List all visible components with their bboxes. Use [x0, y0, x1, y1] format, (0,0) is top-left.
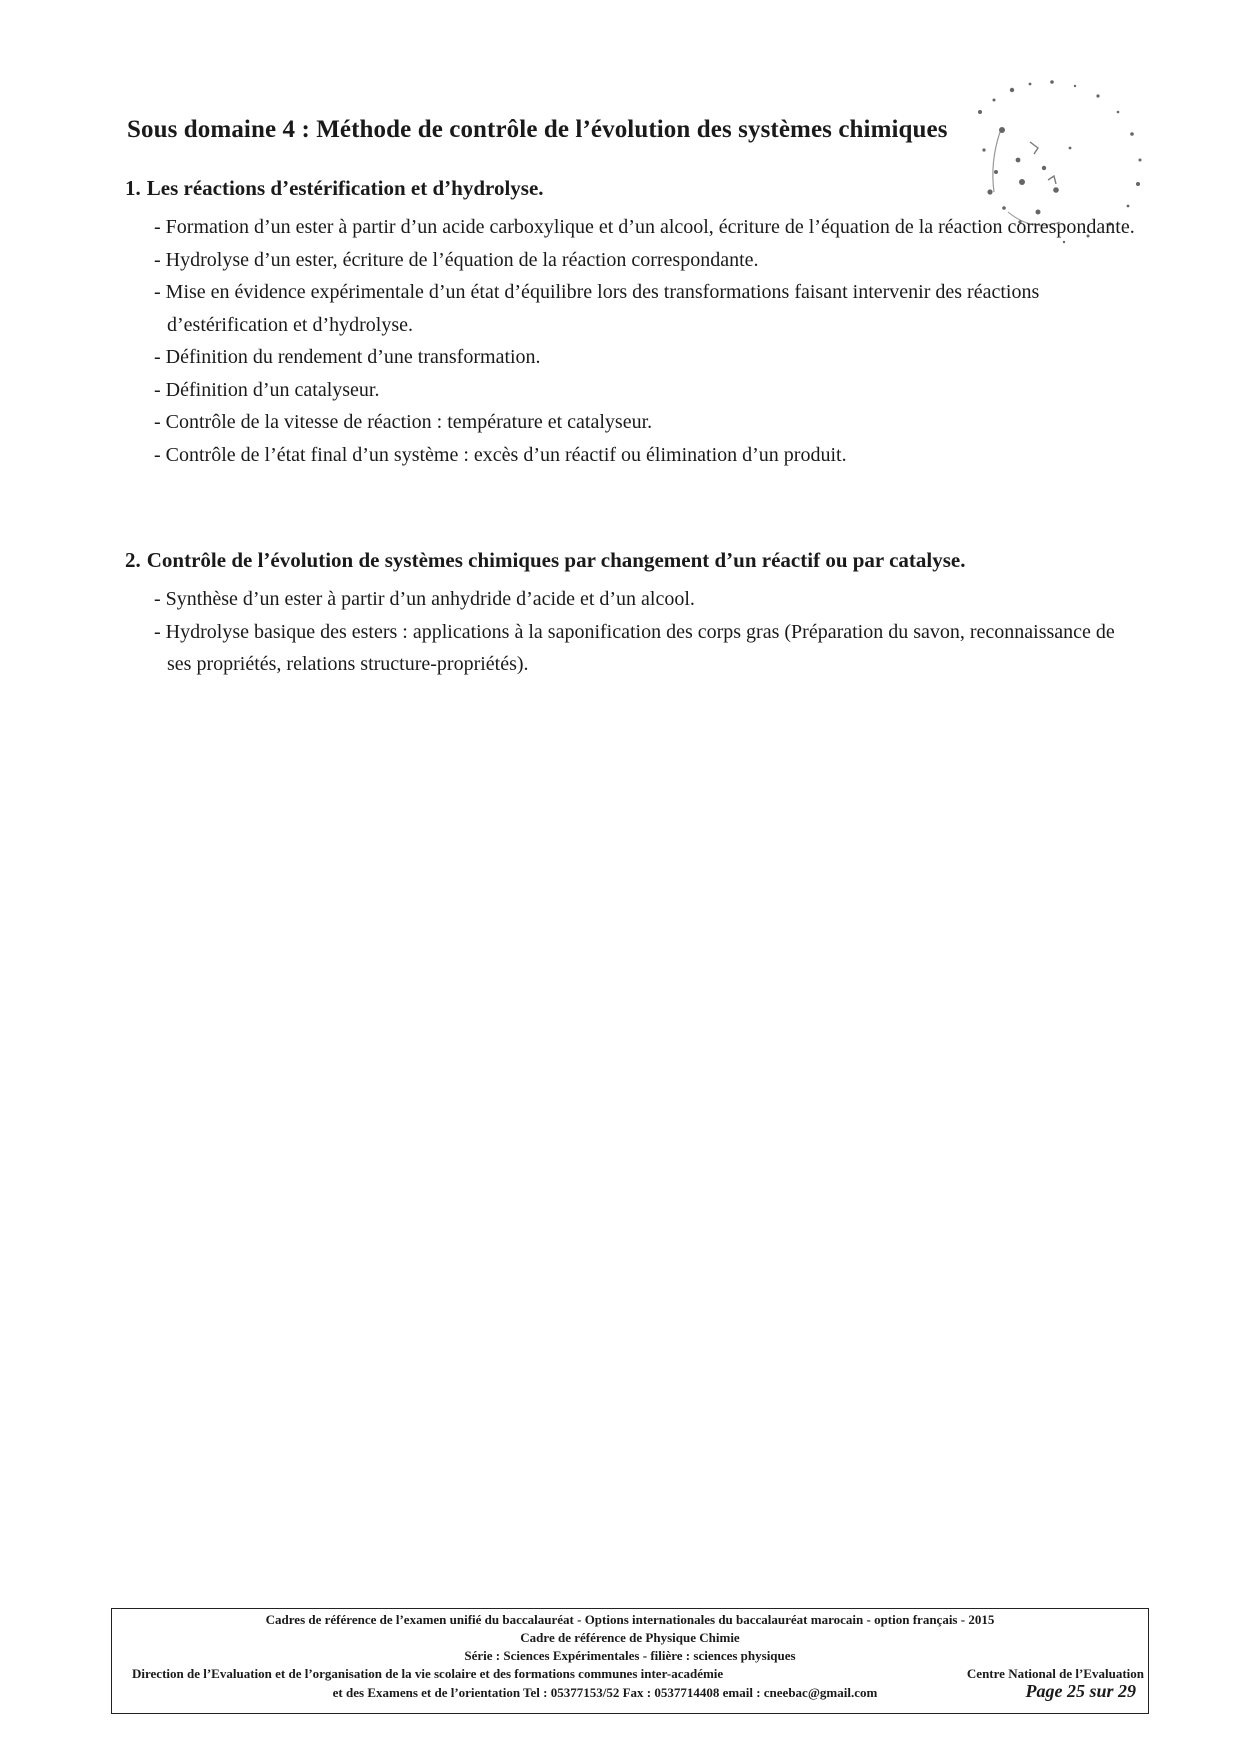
section-number: 2.	[125, 548, 141, 572]
list-item: - Hydrolyse d’un ester, écriture de l’équation de la réaction correspondante.	[154, 248, 759, 271]
list-item: - Contrôle de la vitesse de réaction : température et catalyseur.	[154, 411, 653, 433]
footer-centre: Centre National de l’Evaluation	[966, 1666, 1144, 1681]
footer-line: Cadre de référence de Physique Chimie	[520, 1630, 740, 1645]
footer-direction: Direction de l’Evaluation et de l’organisation de la vie scolaire et des formations communes inter-académie	[132, 1666, 724, 1681]
footer-contact: et des Examens et de l’orientation Tel : 05377153/52 Fax : 0537714408 email : cneebac@gmail.com	[332, 1685, 878, 1700]
list-item: - Hydrolyse basique des esters : applications à la saponification des corps gras (Préparation du savon, reconnaissance de ses propriétés, relations structure-propriétés).	[154, 620, 1115, 675]
footer-line: Cadres de référence de l’examen unifié du baccalauréat - Options internationales du baccalauréat marocain - option français - 2015	[265, 1612, 995, 1627]
list-item: - Définition d’un catalyseur.	[154, 378, 380, 401]
section-heading	[125, 176, 1135, 201]
page-number: Page 25 sur 29	[1025, 1681, 1136, 1701]
page-title: Sous domaine 4 : Méthode de contrôle de l’évolution des systèmes chimiques	[127, 116, 948, 143]
footer-contact-row	[112, 1683, 1148, 1703]
section-items	[125, 211, 1135, 471]
section-esterification	[125, 176, 1135, 471]
section-number: 1.	[125, 176, 141, 200]
footer-line: Série : Sciences Expérimentales - filière : sciences physiques	[464, 1648, 796, 1663]
list-item: - Définition du rendement d’une transformation.	[154, 346, 541, 368]
list-item: - Contrôle de l’état final d’un système : excès d’un réactif ou élimination d’un produit.	[154, 443, 847, 466]
section-heading-text: Les réactions d’estérification et d’hydrolyse.	[146, 176, 544, 200]
section-heading-text: Contrôle de l’évolution de systèmes chimiques par changement d’un réactif ou par catalyse.	[146, 548, 966, 572]
footer-direction-line	[112, 1665, 1148, 1683]
section-control	[125, 548, 1135, 681]
section-heading	[125, 548, 1135, 573]
list-item: - Synthèse d’un ester à partir d’un anhydride d’acide et d’un alcool.	[154, 588, 695, 610]
list-item: - Formation d’un ester à partir d’un acide carboxylique et d’un alcool, écriture de l’équation de la réaction correspondante.	[154, 216, 1135, 238]
list-item: - Mise en évidence expérimentale d’un état d’équilibre lors des transformations faisant intervenir des réactions d’estérification et d’hydrolyse.	[154, 281, 1040, 336]
page-footer	[111, 1608, 1149, 1714]
section-items	[125, 583, 1135, 681]
